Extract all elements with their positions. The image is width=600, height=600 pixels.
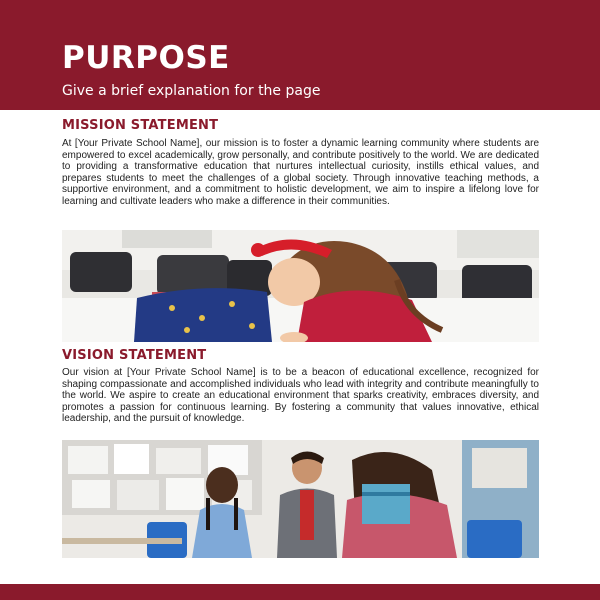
vision-heading: VISION STATEMENT [62,348,207,363]
header-banner [0,0,600,110]
girl-drawing-illustration [62,230,539,342]
footer-bar [0,584,600,600]
page-title: PURPOSE [62,40,230,76]
vision-paragraph: Our vision at [Your Private School Name] is to be a beacon of educational excellence, recognized for shaping compassionate and accomplished individuals who lead with integrity and contribute meaningfully to the world. We aspire to create an educational environment that sparks creativity, embraces diversity, and promotes a passion for continuous learning. By fostering a community that values innovative, ethical leadership, and the pursuit of knowledge. [62,367,539,424]
mission-heading: MISSION STATEMENT [62,118,219,133]
page-subtitle: Give a brief explanation for the page [62,83,321,99]
mission-paragraph: At [Your Private School Name], our mission is to foster a dynamic learning community where students are empowered to excel academically, grow personally, and contribute positively to the world. We are dedicated to providing a transformative education that nurtures intellectual curiosity, instills ethical values, and prepares students to meet the challenges of a global society. Through innovative teaching methods, a supportive environment, and a commitment to holistic development, we aim to inspire a lifelong love for learning and cultivate leaders who make a difference in their communities. [62,138,539,207]
mission-photo [62,230,539,342]
children-classroom-illustration [62,440,539,558]
vision-photo [62,440,539,558]
